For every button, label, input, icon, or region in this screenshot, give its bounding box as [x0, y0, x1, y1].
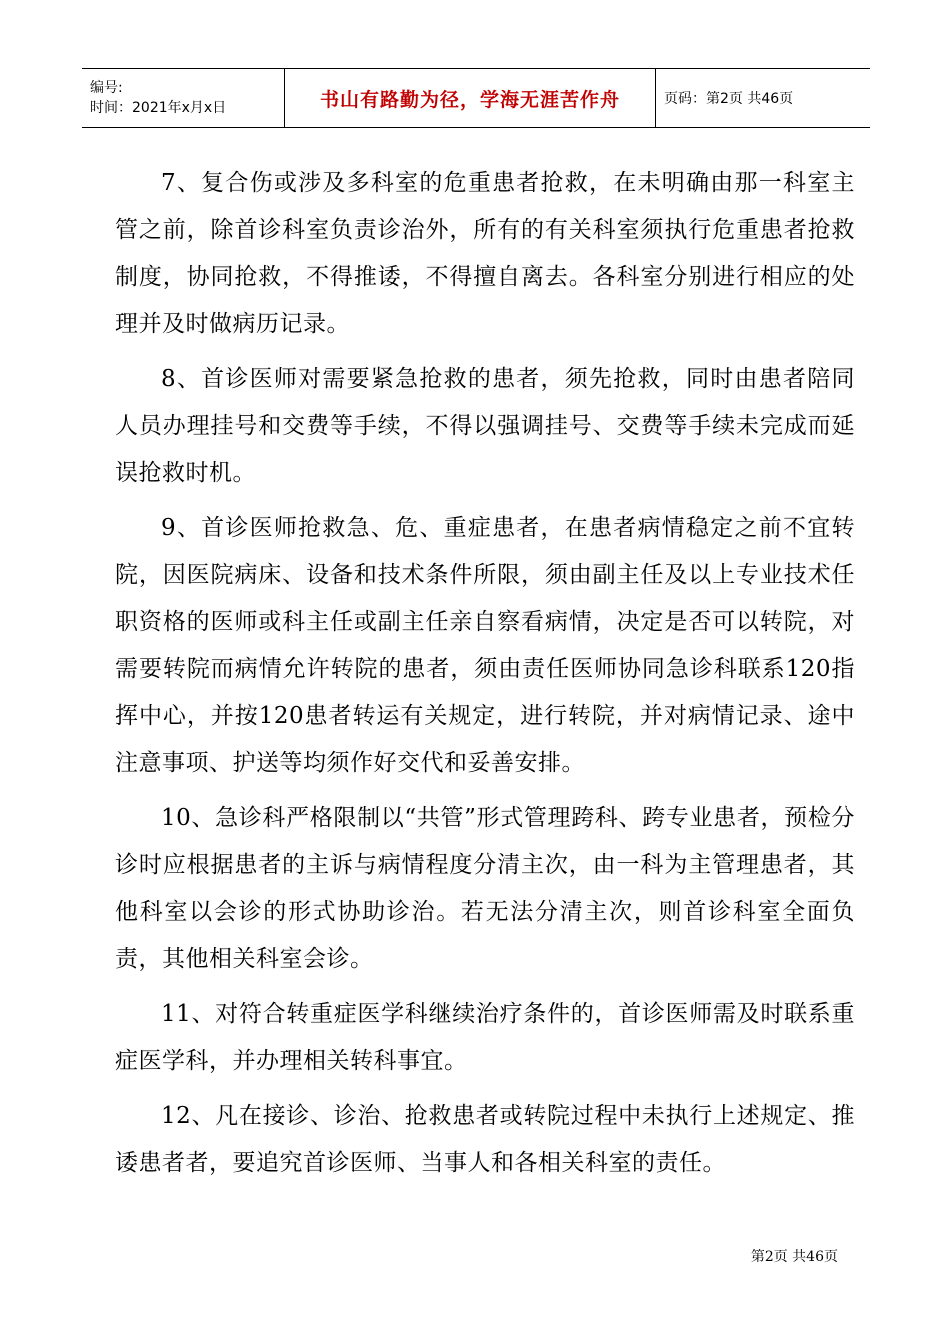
paragraph-9: 9、首诊医师抢救急、危、重症患者，在患者病情稳定之前不宜转院，因医院病床、设备和技术条件所限，须由副主任及以上专业技术任职资格的医师或科主任或副主任亲自察看病情，决定是否可以转院，对需要转院而病情允许转院的患者，须由责任医师协同急诊科联系120指挥中心，并按120患者转运有关规定，进行转院，并对病情记录、途中注意事项、护送等均须作好交代和妥善安排。 — [115, 515, 855, 776]
header-page-label: 页码：第2页 共46页 — [664, 91, 794, 107]
document-header — [82, 68, 870, 128]
paragraph-8: 8、首诊医师对需要紧急抢救的患者，须先抢救，同时由患者陪同人员办理挂号和交费等手续，不得以强调挂号、交费等手续未完成而延误抢救时机。 — [115, 366, 855, 486]
paragraph-10: 10、急诊科严格限制以“共管”形式管理跨科、跨专业患者，预检分诊时应根据患者的主诉与病情程度分清主次，由一科为主管理患者，其他科室以会诊的形式协助诊治。若无法分清主次，则首诊科室全面负责，其他相关科室会诊。 — [115, 805, 855, 972]
paragraph-11: 11、对符合转重症医学科继续治疗条件的，首诊医师需及时联系重症医学科，并办理相关转科事宜。 — [115, 1001, 855, 1074]
paragraph-12: 12、凡在接诊、诊治、抢救患者或转院过程中未执行上述规定、推诿患者者，要追究首诊医师、当事人和各相关科室的责任。 — [115, 1103, 855, 1176]
number-label: 编号: — [90, 80, 123, 96]
paragraph-7: 7、复合伤或涉及多科室的危重患者抢救，在未明确由那一科室主管之前，除首诊科室负责诊治外，所有的有关科室须执行危重患者抢救制度，协同抢救，不得推诿，不得擅自离去。各科室分别进行相应的处理并及时做病历记录。 — [115, 170, 855, 337]
header-meta — [82, 69, 284, 127]
header-motto: 书山有路勤为径，学海无涯苦作舟 — [284, 69, 656, 127]
document-body — [115, 160, 855, 1195]
time-label: 时间：2021年x月x日 — [90, 100, 227, 116]
page-footer: 第2页 共46页 — [750, 1249, 838, 1265]
